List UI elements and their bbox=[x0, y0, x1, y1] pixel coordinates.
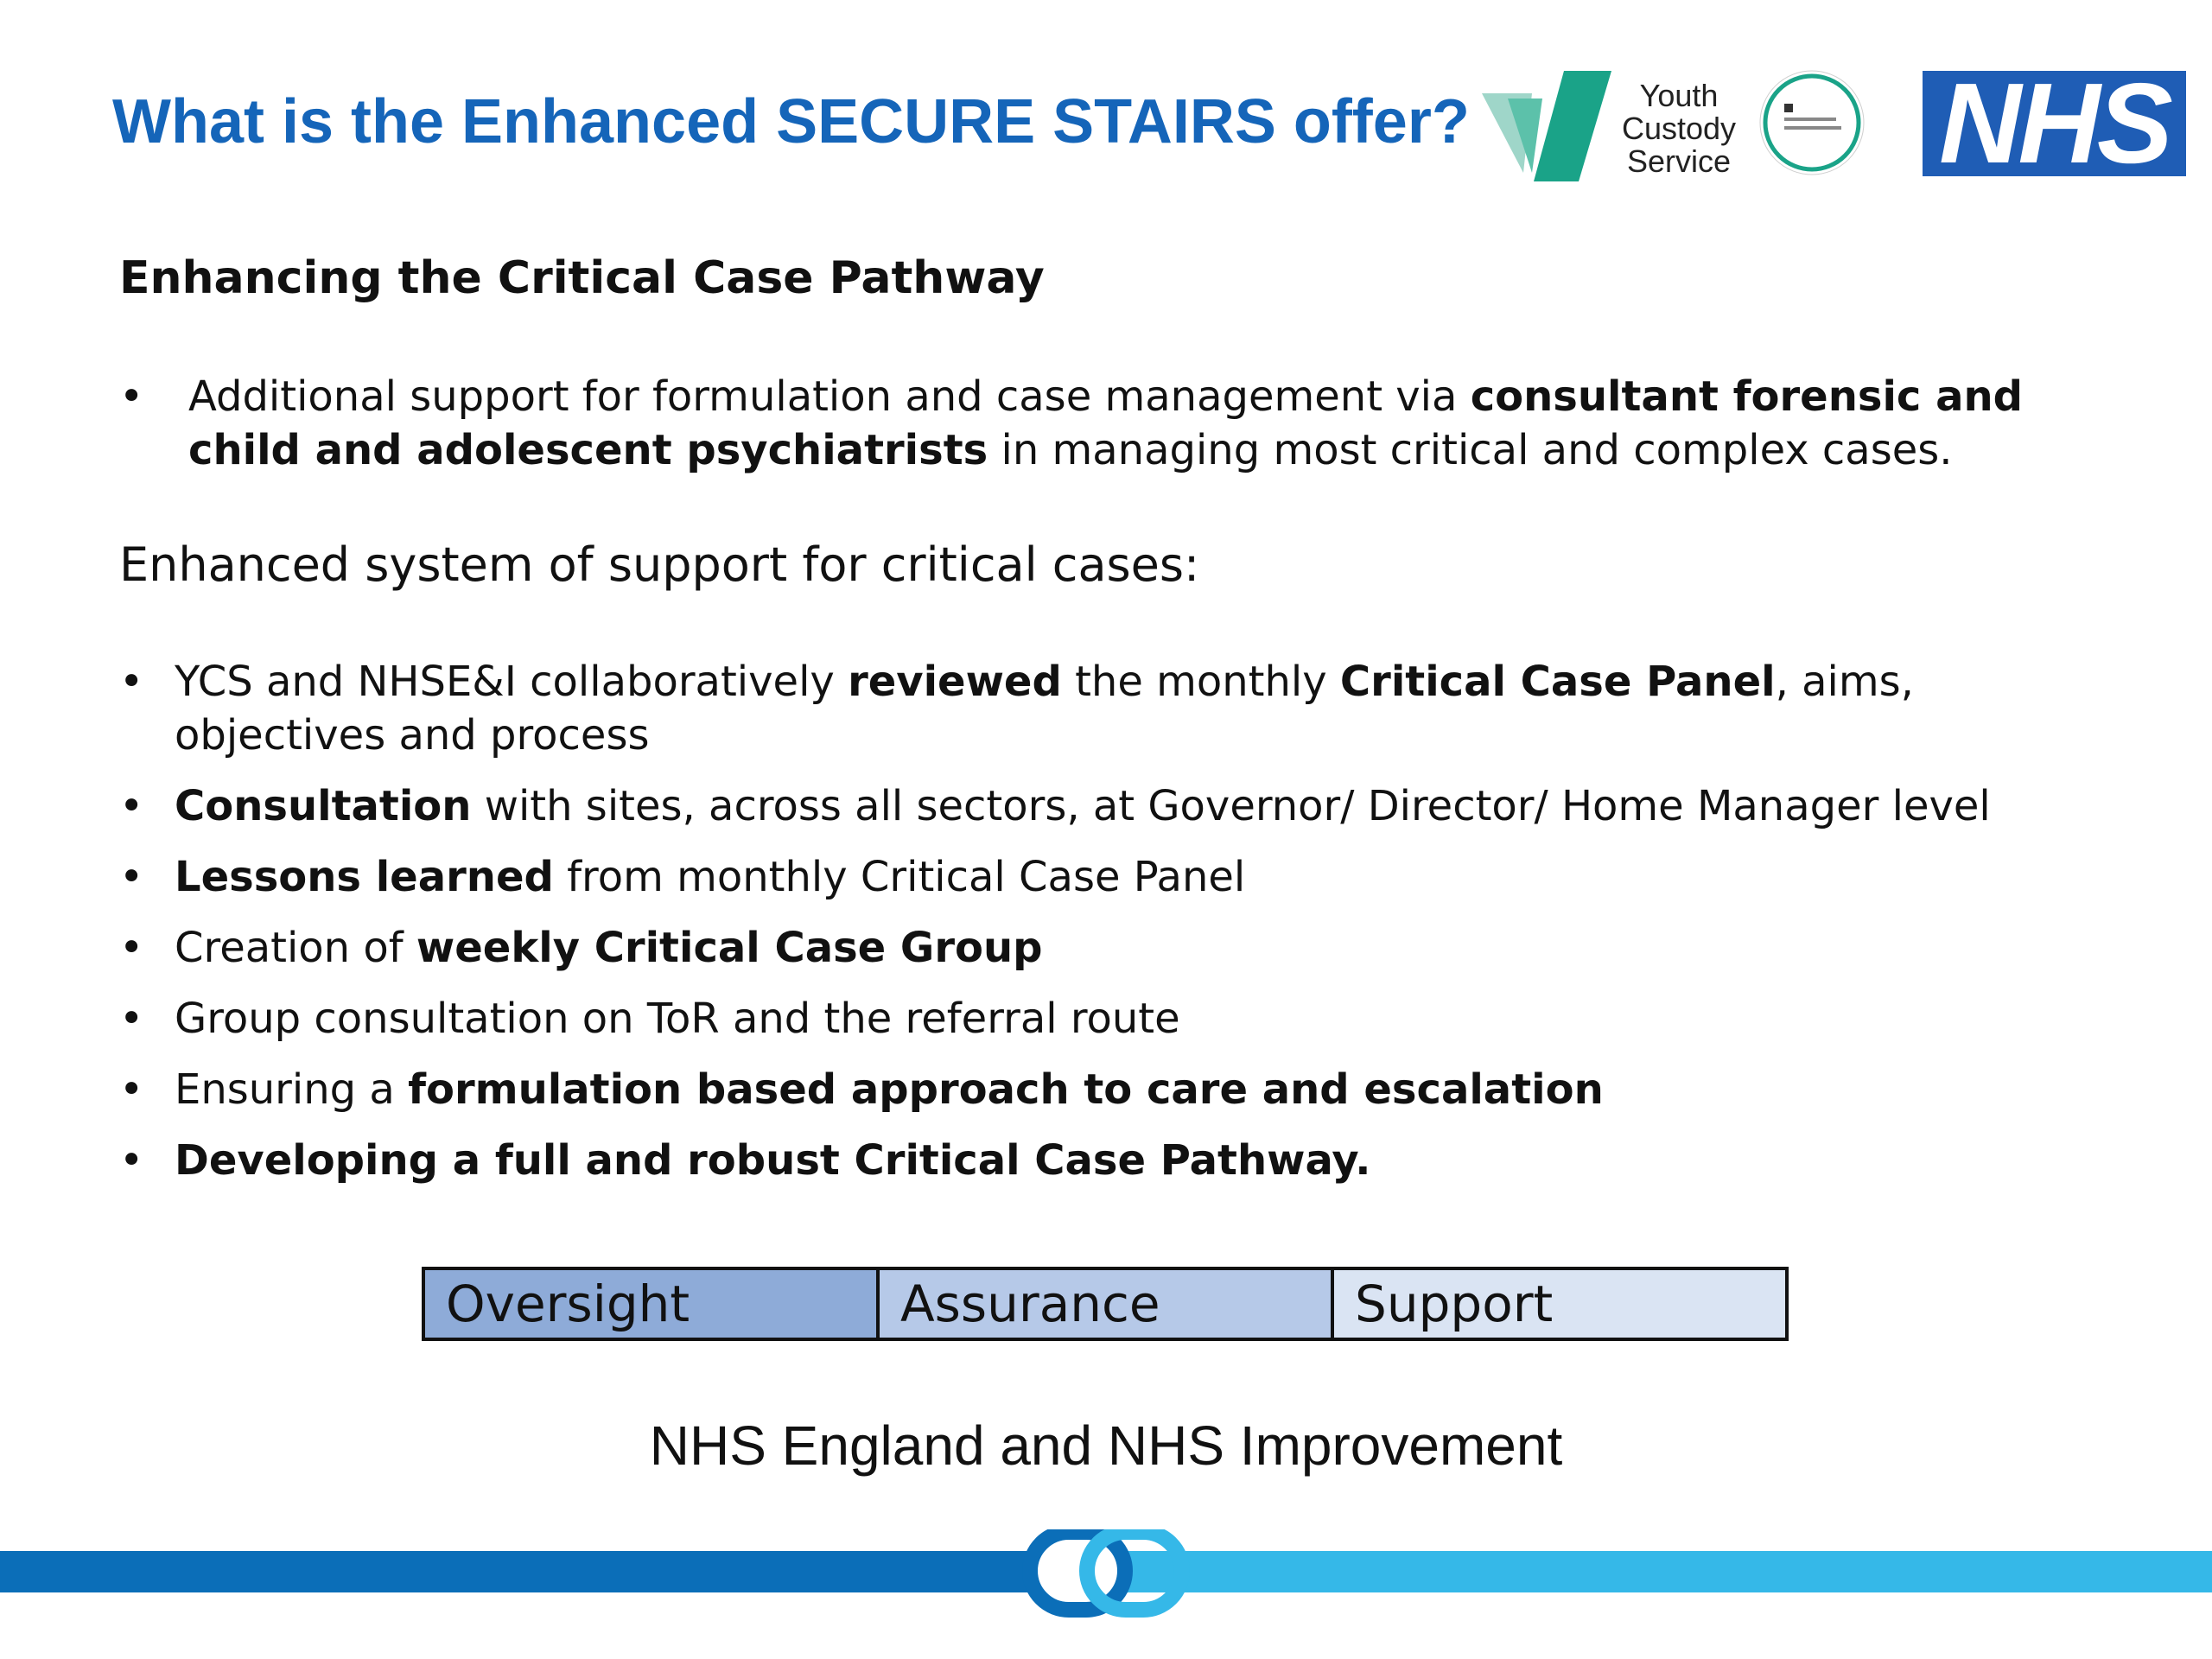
list-item: • YCS and NHSE&I collaboratively reviewed the monthly Critical Case Panel, aims, objectives and process bbox=[119, 655, 2115, 762]
assurance-cell: Assurance bbox=[876, 1270, 1331, 1338]
bullet-dot: • bbox=[119, 995, 144, 1043]
list-item: • Consultation with sites, across all sectors, at Governor/ Director/ Home Manager level bbox=[119, 779, 2115, 833]
support-cell: Support bbox=[1331, 1270, 1785, 1338]
section-heading: Enhancing the Critical Case Pathway bbox=[119, 252, 1045, 304]
footer-bar-left bbox=[0, 1551, 1089, 1592]
oversight-cell: Oversight bbox=[425, 1270, 876, 1338]
list-item: • Ensuring a formulation based approach to care and escalation bbox=[119, 1063, 2115, 1116]
support-bullet-list bbox=[119, 655, 2115, 1205]
bullet-dot: • bbox=[119, 1136, 144, 1185]
hmpps-logo bbox=[1758, 69, 1866, 177]
bullet-dot: • bbox=[119, 658, 144, 706]
youth-custody-service-logo bbox=[1482, 69, 1750, 186]
list-item: • Developing a full and robust Critical Case Pathway. bbox=[119, 1134, 2115, 1187]
list-item: • Group consultation on ToR and the referral route bbox=[119, 992, 2115, 1046]
list-item: • Lessons learned from monthly Critical Case Panel bbox=[119, 850, 2115, 904]
oversight-assurance-support-bar bbox=[422, 1267, 1789, 1341]
bullet-dot: • bbox=[119, 782, 144, 830]
ycs-logo-text: Youth Custody Service bbox=[1621, 78, 1737, 179]
bullet-dot: • bbox=[119, 372, 144, 421]
footer-bar bbox=[0, 1529, 2212, 1642]
list-item: • Creation of weekly Critical Case Group bbox=[119, 921, 2115, 975]
intro-bullet bbox=[119, 370, 2115, 477]
nhs-logo: NHS bbox=[1923, 71, 2186, 176]
support-subheading: Enhanced system of support for critical cases: bbox=[119, 537, 1200, 592]
footer-organisation-name: NHS England and NHS Improvement bbox=[649, 1414, 1563, 1477]
bullet-dot: • bbox=[119, 924, 144, 972]
ycs-logo-mark bbox=[1482, 69, 1620, 186]
footer-bar-right bbox=[1089, 1551, 2212, 1592]
intro-text: Additional support for formulation and case management via consultant forensic and child and adolescent psychiatrists in managing most critical and complex cases. bbox=[188, 372, 2024, 474]
bullet-dot: • bbox=[119, 1065, 144, 1114]
bullet-dot: • bbox=[119, 853, 144, 901]
slide-title: What is the Enhanced SECURE STAIRS offer? bbox=[112, 87, 1470, 156]
